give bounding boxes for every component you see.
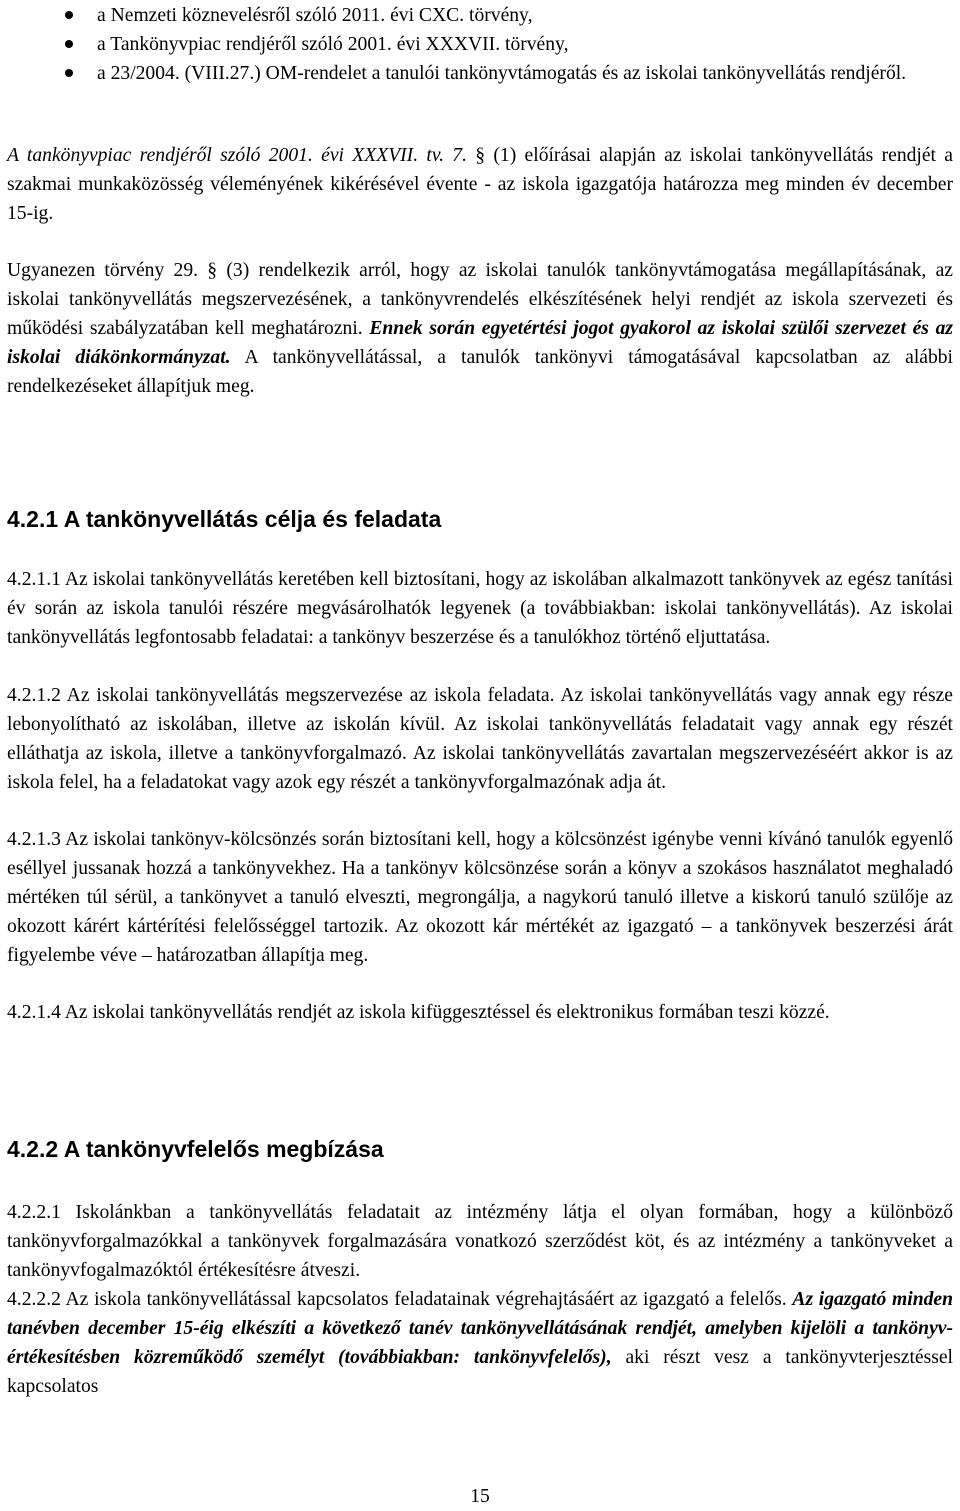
paragraph-4-2-2-2	[7, 1285, 953, 1401]
section-heading-4-2-2: 4.2.2 A tankönyvfelelős megbízása	[7, 1136, 384, 1162]
emphasis-text: Ennek során egyetértési jogot gyakorol az iskolai szülői szervezet és az iskolai diákönkormányzat.	[7, 318, 953, 368]
paragraph-4-2-1-1: 4.2.1.1 Az iskolai tankönyvellátás keretében kell biztosítani, hogy az iskolában alkalmazott tankönyvek az egész tanítási év során az iskola tanulói részére megvásárolhatók legyenek (a továbbiakban: iskolai tankönyvellátás). Az iskolai tankönyvellátás legfontosabb feladatai: a tankönyv beszerzése és a tanulókhoz történő eljuttatása.	[7, 569, 953, 648]
list-item	[97, 59, 957, 88]
paragraph-text: Ugyanezen törvény 29. § (3) rendelkezik arról, hogy az iskolai tanulók tankönyvtámogatása megállapításának, az iskolai tankönyvellátás megszervezésének, a tankönyvrendelés elkészítésének helyi rendjét az iskola szervezeti és működési szabályzatában kell meghatározni.	[7, 260, 953, 339]
section-heading-4-2-1: 4.2.1 A tankönyvellátás célja és feladata	[7, 506, 442, 532]
law-list	[97, 1, 957, 88]
paragraph-text: aki részt vesz a tankönyvterjesztéssel kapcsolatos	[7, 1347, 953, 1397]
list-item	[97, 1, 957, 30]
bullet-icon	[65, 11, 73, 19]
list-item-text: a Nemzeti köznevelésről szóló 2011. évi CXC. törvény,	[97, 5, 533, 26]
list-item-text: a 23/2004. (VIII.27.) OM-rendelet a tanulói tankönyvtámogatás és az iskolai tankönyvellátás rendjéről.	[97, 63, 907, 84]
paragraph-text: 4.2.2.2 Az iskola tankönyvellátással kapcsolatos feladatainak végrehajtásáért az igazgató a felelős.	[7, 1289, 793, 1310]
page-number: 15	[470, 1486, 490, 1507]
paragraph-4-2-2-1: 4.2.2.1 Iskolánkban a tankönyvellátás feladatait az intézmény látja el olyan formában, hogy a különböző tankönyvforgalmazókkal a tankönyvek forgalmazására vonatkozó szerződést köt, és az intézmény a tankönyveket a tankönyvfogalmazóktól értékesítésre átveszi.	[7, 1202, 953, 1281]
paragraph-ugyanezen	[7, 256, 953, 401]
paragraph-4-2-1-3: 4.2.1.3 Az iskolai tankönyv-kölcsönzés során biztosítani kell, hogy a kölcsönzést igénybe venni kívánó tanulók egyenlő eséllyel jussanak hozzá a tankönyvekhez. Ha a tankönyv kölcsönzése során a könyv a szokásos használatot meghaladó mértéken túl sérül, a tankönyvet a tanuló elveszti, megrongálja, a nagykorú tanuló illetve a kiskorú tanuló szülője az okozott kárért kártérítési felelősséggel tartozik. Az okozott kár mértékét az igazgató – a tankönyvek beszerzési árát figyelembe véve – határozatban állapítja meg.	[7, 829, 953, 966]
paragraph-4-2-1-4: 4.2.1.4 Az iskolai tankönyvellátás rendjét az iskola kifüggesztéssel és elektronikus formában teszi közzé.	[7, 1002, 830, 1023]
bullet-icon	[65, 69, 73, 77]
bullet-icon	[65, 40, 73, 48]
emphasis-text: Az igazgató minden tanévben december 15-éig elkészíti a következő tanév tankönyvellátásának rendjét, amelyben kijelöli a tankönyv-értékesítésben közreműködő személyt (továbbiakban: tankönyvfelelős),	[7, 1289, 953, 1368]
paragraph-text: A tankönyvellátással, a tanulók tankönyvi támogatásával kapcsolatban az alábbi rendelkezéseket állapítjuk meg.	[7, 347, 954, 397]
paragraph-4-2-1-2: 4.2.1.2 Az iskolai tankönyvellátás megszervezése az iskola feladata. Az iskolai tankönyvellátás vagy annak egy része lebonyolítható az iskolában, illetve az iskolán kívül. Az iskolai tankönyvellátás feladatait vagy annak egy részét elláthatja az iskola, illetve a tankönyvforgalmazó. Az iskolai tankönyvellátás zavartalan megszervezéséért akkor is az iskola felel, ha a feladatokat vagy azok egy részét a tankönyvforgalmazónak adja át.	[7, 685, 953, 793]
list-item-text: a Tankönyvpiac rendjéről szóló 2001. évi XXXVII. törvény,	[97, 34, 569, 55]
paragraph-tankonyvpiac	[7, 141, 953, 228]
law-reference: A tankönyvpiac rendjéről szóló 2001. évi XXXVII. tv. 7.	[7, 145, 467, 166]
list-item	[97, 30, 957, 59]
paragraph-text: § (1) előírásai alapján az iskolai tankönyvellátás rendjét a szakmai munkaközösség véleményének kikérésével évente - az iskola igazgatója határozza meg minden év december 15-ig.	[7, 145, 954, 224]
